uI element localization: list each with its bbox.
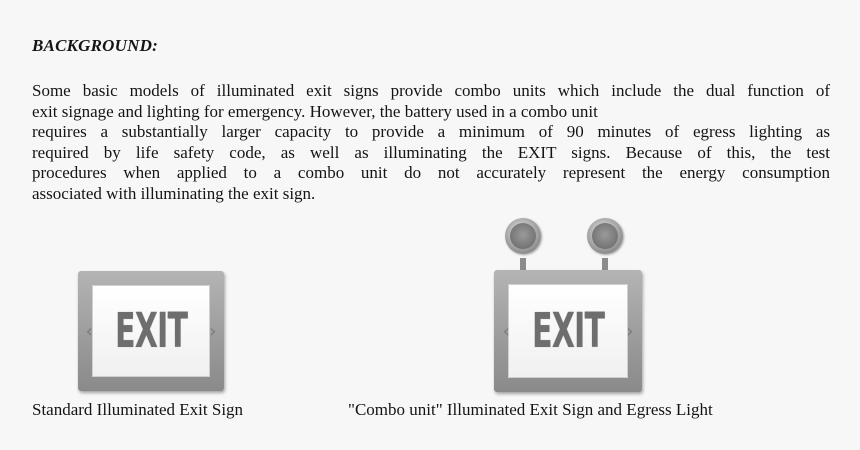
combo-exit-sign-image <box>494 270 642 392</box>
egress-lamp-right-icon <box>587 218 623 254</box>
section-heading: BACKGROUND: <box>32 36 158 55</box>
paragraph-line-4: required by life safety code, as well as illuminating the EXIT signs. Because of this, the test <box>32 142 830 162</box>
combo-sign-caption: "Combo unit" Illuminated Exit Sign and Egress Light <box>348 400 713 419</box>
background-paragraph <box>32 81 830 204</box>
exit-sign-face <box>502 284 634 378</box>
paragraph-line-5: procedures when applied to a combo unit do not accurately represent the energy consumption <box>32 163 830 182</box>
chevron-left-icon: ‹ <box>502 320 510 342</box>
exit-sign-text: EXIT <box>114 303 188 359</box>
chevron-right-icon: › <box>626 320 634 342</box>
egress-lamp-left-icon <box>505 218 541 254</box>
paragraph-line-1: Some basic models of illuminated exit signs provide combo units which include the dual function of <box>32 81 830 100</box>
paragraph-line-6: associated with illuminating the exit sign. <box>32 183 316 203</box>
exit-sign-face <box>85 285 217 377</box>
exit-sign-text: EXIT <box>531 303 605 359</box>
standard-exit-sign-image <box>78 271 224 391</box>
paragraph-line-3: requires a substantially larger capacity to provide a minimum of 90 minutes of egress lighting as <box>32 122 830 141</box>
paragraph-line-2: exit signage and lighting for emergency. However, the battery used in a combo unit <box>32 101 598 121</box>
chevron-right-icon: › <box>209 320 217 342</box>
standard-sign-caption: Standard Illuminated Exit Sign <box>32 400 244 419</box>
chevron-left-icon: ‹ <box>85 320 93 342</box>
